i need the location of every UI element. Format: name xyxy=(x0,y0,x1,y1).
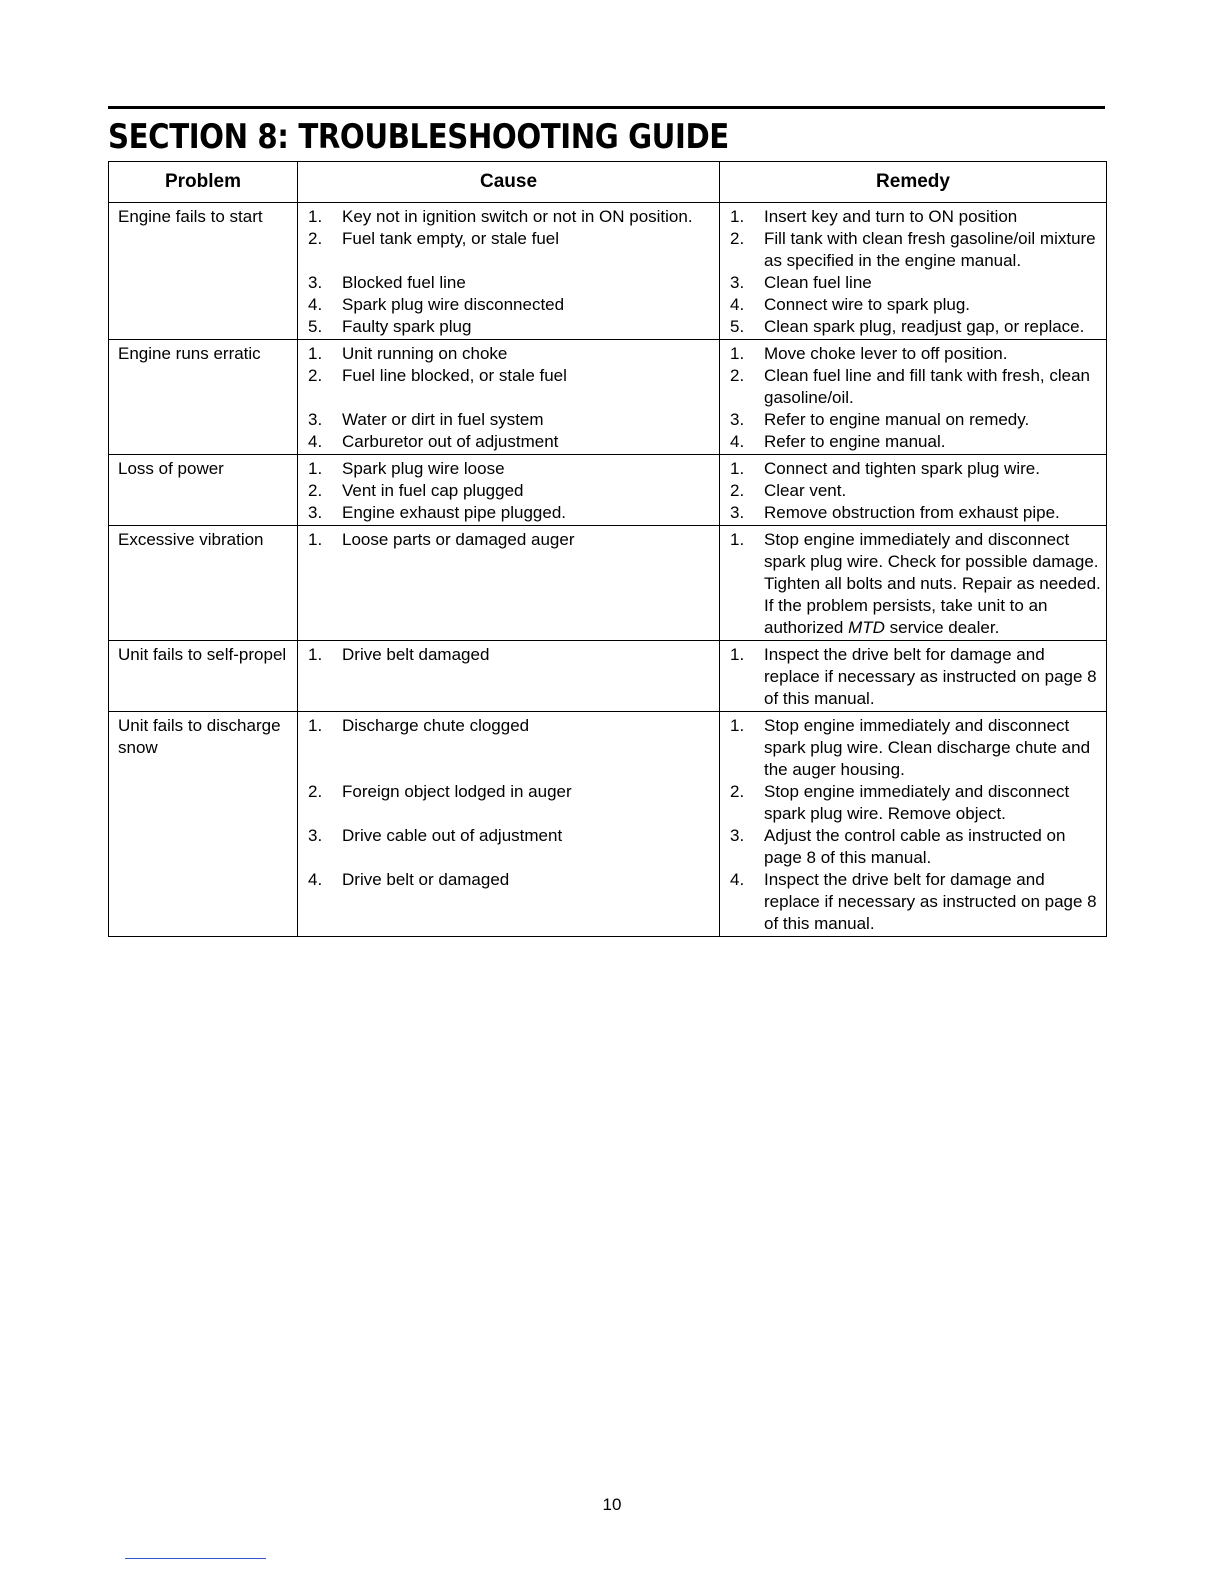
item-number: 4. xyxy=(308,295,323,314)
cause-cell xyxy=(298,340,720,455)
remedy-text: Connect wire to spark plug. xyxy=(764,295,970,314)
cause-item xyxy=(298,458,719,480)
remedy-item xyxy=(720,316,1106,338)
item-number: 2. xyxy=(730,481,745,500)
remedy-item xyxy=(720,502,1106,524)
remedy-text: Clean spark plug, readjust gap, or replace. xyxy=(764,317,1085,336)
item-number: 2. xyxy=(308,782,323,801)
item-number: 4. xyxy=(730,432,745,451)
remedy-text: Clean fuel line xyxy=(764,273,872,292)
remedy-text: Stop engine immediately and disconnect spark plug wire. Remove object. xyxy=(764,782,1070,823)
cause-cell xyxy=(298,455,720,526)
remedy-text-part: Stop engine immediately and disconnect spark plug wire. Check for possible damage. Tighten all bolts and nuts. Repair as needed. If the problem persists, take unit to an authorized xyxy=(764,530,1101,637)
cause-text: Spark plug wire loose xyxy=(342,459,505,478)
cause-text: Fuel line blocked, or stale fuel xyxy=(342,366,567,385)
remedy-text: Insert key and turn to ON position xyxy=(764,207,1018,226)
item-number: 4. xyxy=(308,432,323,451)
remedy-text: Move choke lever to off position. xyxy=(764,344,1008,363)
cause-text: Foreign object lodged in auger xyxy=(342,782,572,801)
table-row xyxy=(109,712,1107,937)
item-number: 5. xyxy=(730,317,745,336)
item-number: 2. xyxy=(308,481,323,500)
cause-item xyxy=(298,480,719,502)
cause-text: Fuel tank empty, or stale fuel xyxy=(342,229,560,248)
remedy-text: Refer to engine manual on remedy. xyxy=(764,410,1030,429)
remedy-item xyxy=(720,206,1106,228)
cause-text: Blocked fuel line xyxy=(342,273,466,292)
page-number: 10 xyxy=(602,1495,622,1514)
section-top-rule xyxy=(108,106,1105,109)
cause-cell xyxy=(298,203,720,340)
cause-item xyxy=(298,781,719,825)
remedy-text: Clean fuel line and fill tank with fresh, clean gasoline/oil. xyxy=(764,366,1091,407)
item-number: 3. xyxy=(308,273,323,292)
cause-cell xyxy=(298,526,720,641)
item-number: 3. xyxy=(308,503,323,522)
item-number: 3. xyxy=(308,410,323,429)
item-number: 3. xyxy=(730,273,745,292)
cause-item xyxy=(298,228,719,272)
item-number: 1. xyxy=(730,716,745,735)
footer-rule xyxy=(125,1558,266,1559)
remedy-item xyxy=(720,294,1106,316)
cause-text: Vent in fuel cap plugged xyxy=(342,481,524,500)
remedy-item xyxy=(720,715,1106,781)
cause-item xyxy=(298,294,719,316)
remedy-cell xyxy=(720,455,1107,526)
table-row xyxy=(109,455,1107,526)
item-number: 1. xyxy=(308,716,323,735)
cause-text: Spark plug wire disconnected xyxy=(342,295,565,314)
item-number: 1. xyxy=(308,459,323,478)
problem-cell: Unit fails to discharge snow xyxy=(109,712,298,937)
item-number: 2. xyxy=(308,229,323,248)
remedy-item xyxy=(720,365,1106,409)
remedy-item xyxy=(720,228,1106,272)
cause-text: Key not in ignition switch or not in ON position. xyxy=(342,207,693,226)
cause-item xyxy=(298,272,719,294)
table-row xyxy=(109,526,1107,641)
remedy-cell xyxy=(720,712,1107,937)
header-remedy: Remedy xyxy=(720,162,1107,203)
cause-text: Drive belt damaged xyxy=(342,645,490,664)
remedy-cell xyxy=(720,203,1107,340)
cause-text: Drive belt or damaged xyxy=(342,870,510,889)
remedy-item xyxy=(720,644,1106,710)
remedy-item xyxy=(720,480,1106,502)
remedy-cell xyxy=(720,526,1107,641)
cause-item xyxy=(298,644,719,666)
remedy-item xyxy=(720,869,1106,935)
header-problem: Problem xyxy=(109,162,298,203)
cause-item xyxy=(298,869,719,891)
item-number: 4. xyxy=(730,295,745,314)
item-number: 1. xyxy=(308,645,323,664)
remedy-text xyxy=(764,529,1106,639)
remedy-text: Refer to engine manual. xyxy=(764,432,946,451)
remedy-text: Fill tank with clean fresh gasoline/oil mixture as specified in the engine manual. xyxy=(764,229,1096,270)
item-number: 2. xyxy=(308,366,323,385)
item-number: 2. xyxy=(730,366,745,385)
cause-item xyxy=(298,316,719,338)
problem-cell: Loss of power xyxy=(109,455,298,526)
cause-item xyxy=(298,431,719,453)
cause-item xyxy=(298,502,719,524)
item-number: 3. xyxy=(730,503,745,522)
item-number: 1. xyxy=(730,530,745,549)
remedy-text: Stop engine immediately and disconnect spark plug wire. Clean discharge chute and the auger housing. xyxy=(764,716,1091,779)
item-number: 1. xyxy=(308,344,323,363)
item-number: 5. xyxy=(308,317,323,336)
remedy-item xyxy=(720,272,1106,294)
cause-text: Discharge chute clogged xyxy=(342,716,530,735)
remedy-item xyxy=(720,825,1106,869)
cause-item xyxy=(298,206,719,228)
item-number: 2. xyxy=(730,229,745,248)
cause-text: Faulty spark plug xyxy=(342,317,472,336)
remedy-item xyxy=(720,781,1106,825)
remedy-text: Inspect the drive belt for damage and replace if necessary as instructed on page 8 of this manual. xyxy=(764,645,1097,708)
cause-cell xyxy=(298,641,720,712)
item-number: 1. xyxy=(730,344,745,363)
remedy-item xyxy=(720,458,1106,480)
item-number: 3. xyxy=(308,826,323,845)
remedy-text-part: service dealer. xyxy=(884,618,1000,637)
item-number: 2. xyxy=(730,782,745,801)
remedy-text: Inspect the drive belt for damage and replace if necessary as instructed on page 8 of this manual. xyxy=(764,870,1097,933)
item-number: 3. xyxy=(730,410,745,429)
cause-text: Drive cable out of adjustment xyxy=(342,826,563,845)
cause-text: Loose parts or damaged auger xyxy=(342,530,575,549)
item-number: 4. xyxy=(308,870,323,889)
remedy-text: Adjust the control cable as instructed on page 8 of this manual. xyxy=(764,826,1066,867)
item-number: 1. xyxy=(730,645,745,664)
remedy-item xyxy=(720,343,1106,365)
problem-cell: Excessive vibration xyxy=(109,526,298,641)
table-row xyxy=(109,340,1107,455)
troubleshooting-table xyxy=(108,161,1107,937)
brand-name: MTD xyxy=(848,618,885,637)
cause-item xyxy=(298,529,719,551)
item-number: 1. xyxy=(730,459,745,478)
section-title: SECTION 8: TROUBLESHOOTING GUIDE xyxy=(108,117,729,157)
item-number: 1. xyxy=(730,207,745,226)
problem-cell: Engine fails to start xyxy=(109,203,298,340)
remedy-cell xyxy=(720,641,1107,712)
cause-item xyxy=(298,365,719,409)
remedy-cell xyxy=(720,340,1107,455)
remedy-text: Clear vent. xyxy=(764,481,847,500)
item-number: 1. xyxy=(308,530,323,549)
remedy-item xyxy=(720,431,1106,453)
item-number: 4. xyxy=(730,870,745,889)
problem-cell: Engine runs erratic xyxy=(109,340,298,455)
cause-text: Unit running on choke xyxy=(342,344,508,363)
remedy-text: Remove obstruction from exhaust pipe. xyxy=(764,503,1060,522)
cause-item xyxy=(298,825,719,869)
cause-text: Engine exhaust pipe plugged. xyxy=(342,503,567,522)
cause-item xyxy=(298,343,719,365)
cause-cell xyxy=(298,712,720,937)
header-cause: Cause xyxy=(298,162,720,203)
item-number: 1. xyxy=(308,207,323,226)
remedy-item xyxy=(720,409,1106,431)
table-row xyxy=(109,203,1107,340)
cause-item xyxy=(298,715,719,781)
remedy-item xyxy=(720,529,1106,639)
cause-item xyxy=(298,409,719,431)
cause-text: Water or dirt in fuel system xyxy=(342,410,544,429)
problem-cell: Unit fails to self-propel xyxy=(109,641,298,712)
table-header-row xyxy=(109,162,1107,203)
table-row xyxy=(109,641,1107,712)
remedy-text: Connect and tighten spark plug wire. xyxy=(764,459,1040,478)
cause-text: Carburetor out of adjustment xyxy=(342,432,559,451)
item-number: 3. xyxy=(730,826,745,845)
